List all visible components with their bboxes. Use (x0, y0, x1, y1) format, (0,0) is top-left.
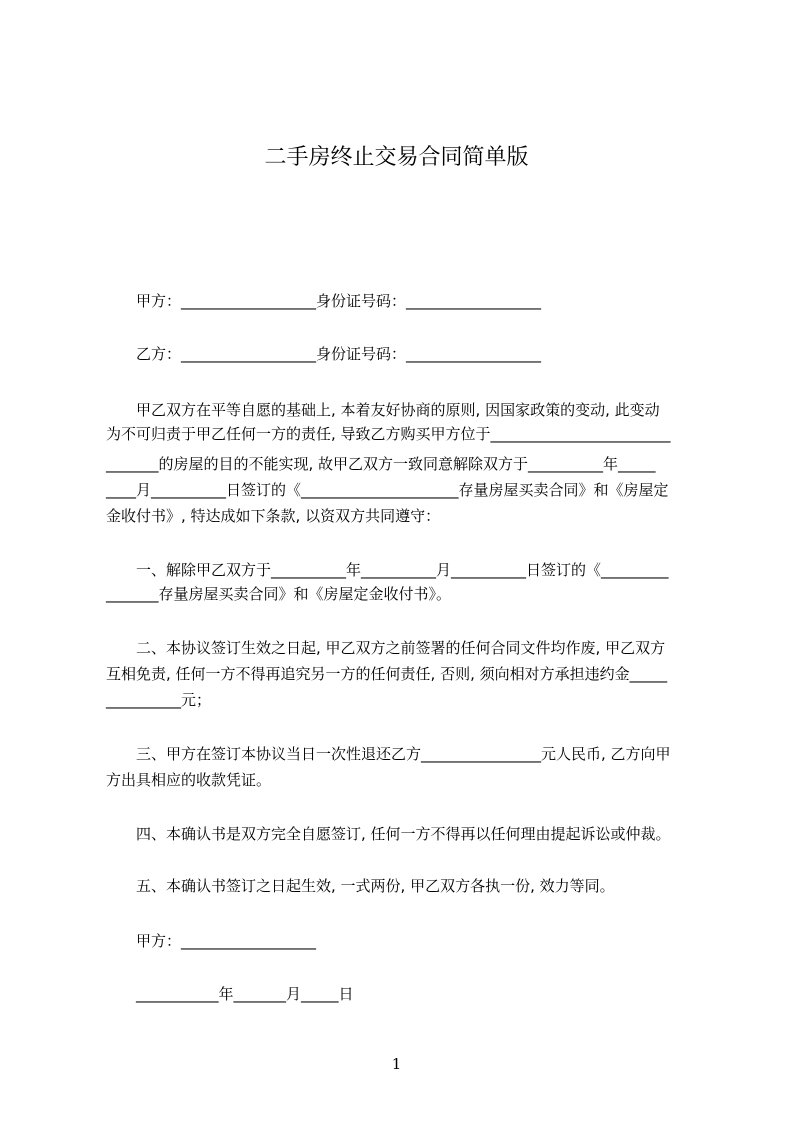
signature-party-a: 甲方：__________________ (136, 932, 317, 950)
clause-1-line: 一、解除甲乙双方于__________年__________月__________日签订的《_________ (136, 561, 669, 579)
clause-2-line: 互相免责, 任何一方不得再追究另一方的任何责任, 否则, 须向相对方承担违约金_____ (106, 665, 668, 683)
clause-3-line: 三、甲方在签订本协议当日一次性退还乙方________________元人民币, 乙方向甲 (136, 745, 671, 763)
preamble-line: 为不可归责于甲乙任何一方的责任, 导致乙方购买甲方位于________________________ (106, 425, 671, 443)
page-number: 1 (391, 1055, 402, 1073)
clause-2-line: 二、本协议签订生效之日起, 甲乙双方之前签署的任何合同文件均作废, 甲乙双方 (136, 639, 666, 657)
clause-5-line: 五、本确认书签订之日起生效, 一式两份, 甲乙双方各执一份, 效力等同。 (136, 877, 615, 895)
preamble-line: 甲乙双方在平等自愿的基础上, 本着友好协商的原则, 因国家政策的变动, 此变动 (136, 401, 660, 419)
preamble-line: _______的房屋的目的不能实现, 故甲乙双方一致同意解除双方于__________年_____ (106, 455, 656, 473)
clause-2-line: __________元； (106, 691, 212, 709)
preamble-line: 金收付书》, 特达成如下条款, 以资双方共同遵守： (106, 507, 441, 525)
clause-1-line: _______存量房屋买卖合同》和《房屋定金收付书》。 (106, 585, 452, 603)
date-line: ___________年_______月_____日 (136, 985, 354, 1003)
clause-4-line: 四、本确认书是双方完全自愿签订, 任何一方不得再以任何理由提起诉讼或仲裁。 (136, 825, 671, 843)
party-a-line: 甲方：__________________身份证号码：__________________ (136, 292, 542, 310)
clause-3-line: 方出具相应的收款凭证。 (106, 771, 272, 789)
party-b-line: 乙方：__________________身份证号码：__________________ (136, 345, 542, 363)
preamble-line: ____月__________日签订的《_____________________存量房屋买卖合同》和《房屋定 (106, 481, 669, 499)
page-title: 二手房终止交易合同简单版 (264, 145, 529, 170)
